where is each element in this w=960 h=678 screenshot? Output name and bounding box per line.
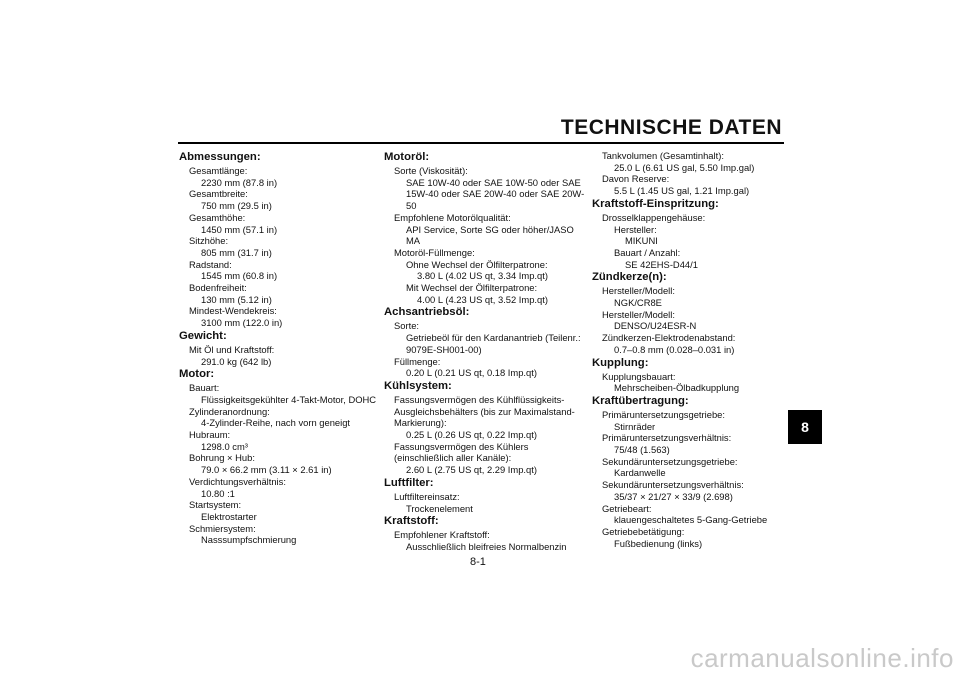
- column-1: [179, 150, 384, 546]
- spec-value: 2230 mm (87.8 in): [201, 176, 278, 188]
- spec-value: Trockenelement: [406, 502, 473, 514]
- spec-value: 75/48 (1.563): [614, 444, 670, 456]
- spec-value: 4-Zylinder-Reihe, nach vorn geneigt: [201, 417, 351, 429]
- spec-label: Gesamthöhe:: [189, 211, 246, 223]
- spec-label: Empfohlene Motorölqualität:: [394, 211, 511, 223]
- spec-value: Mehrscheiben-Ölbadkupplung: [614, 382, 740, 394]
- spec-label: Hersteller/Modell:: [602, 285, 675, 297]
- spec-label: Empfohlener Kraftstoff:: [394, 529, 490, 541]
- spec-value: Fußbedienung (links): [614, 537, 703, 549]
- spec-value: Getriebeöl für den Kardanantrieb (Teilenr.: 9079E-SH001-00): [406, 332, 581, 355]
- spec-label: Bohrung × Hub:: [189, 452, 255, 464]
- spec-value: klauengeschaltetes 5-Gang-Getriebe: [614, 514, 768, 526]
- watermark: carmanualsonline.info: [690, 643, 954, 673]
- spec-label: Kupplungsbauart:: [602, 370, 676, 382]
- spec-label: Fassungsvermögen des Kühlflüssigkeits-Ausgleichsbehälters (bis zur Maximalstand-Markierung):: [394, 393, 575, 429]
- section-heading-clutch: Kupplung:: [592, 356, 649, 369]
- spec-label: Gesamtlänge:: [189, 165, 248, 176]
- page-title: TECHNISCHE DATEN: [560, 116, 782, 139]
- spec-value: 291.0 kg (642 lb): [201, 355, 272, 367]
- spec-label: Sorte (Viskosität):: [394, 165, 468, 176]
- spec-value: DENSO/U24ESR-N: [614, 320, 697, 332]
- spec-label: Drosselklappengehäuse:: [602, 211, 706, 223]
- spec-label: Getriebebetätigung:: [602, 525, 685, 537]
- spec-label: Verdichtungsverhältnis:: [189, 475, 286, 487]
- spec-value: 35/37 × 21/27 × 33/9 (2.698): [614, 490, 733, 502]
- spec-value: 10.80 :1: [201, 487, 235, 499]
- spec-label: Hersteller/Modell:: [602, 308, 675, 320]
- spec-label: Schmiersystem:: [189, 522, 256, 534]
- spec-value: 750 mm (29.5 in): [201, 200, 272, 212]
- section-heading-weight: Gewicht:: [179, 329, 227, 342]
- spec-label: Sitzhöhe:: [189, 235, 229, 247]
- spec-value: 4.00 L (4.23 US qt, 3.52 Imp.qt): [417, 293, 548, 305]
- spec-label: Bauart / Anzahl:: [614, 246, 681, 258]
- spec-value: 3.80 L (4.02 US qt, 3.34 Imp.qt): [417, 270, 548, 282]
- spec-value: 1450 mm (57.1 in): [201, 223, 278, 235]
- spec-value: 0.20 L (0.21 US qt, 0.18 Imp.qt): [406, 367, 537, 379]
- spec-label: Zylinderanordnung:: [189, 405, 270, 417]
- spec-label: Ohne Wechsel der Ölfilterpatrone:: [406, 258, 548, 270]
- spec-label: Bodenfreiheit:: [189, 282, 247, 294]
- spec-value: 3100 mm (122.0 in): [201, 317, 283, 329]
- spec-value: API Service, Sorte SG oder höher/JASO MA: [406, 223, 574, 247]
- spec-label: Mit Öl und Kraftstoff:: [189, 343, 275, 355]
- spec-value: Nasssumpfschmierung: [201, 534, 297, 546]
- spec-value: 5.5 L (1.45 US gal, 1.21 Imp.gal): [614, 185, 750, 197]
- spec-value: 1545 mm (60.8 in): [201, 270, 278, 282]
- spec-value: 79.0 × 66.2 mm (3.11 × 2.61 in): [201, 464, 332, 476]
- spec-value: 0.7–0.8 mm (0.028–0.031 in): [614, 343, 735, 355]
- column-2: [384, 150, 589, 553]
- spec-label: Getriebeart:: [602, 502, 652, 514]
- spec-label: Sekundäruntersetzungsverhältnis:: [602, 479, 744, 491]
- spec-value: Elektrostarter: [201, 510, 257, 522]
- spec-value: Stirnräder: [614, 420, 656, 432]
- spec-label: Motoröl-Füllmenge:: [394, 246, 475, 258]
- chapter-tab: 8: [788, 410, 822, 444]
- spec-label: Primäruntersetzungsverhältnis:: [602, 432, 732, 444]
- section-heading-spark-plugs: Zündkerze(n):: [592, 271, 667, 284]
- spec-label: Mit Wechsel der Ölfilterpatrone:: [406, 282, 538, 294]
- spec-value: 130 mm (5.12 in): [201, 293, 272, 305]
- spec-value: MIKUNI: [625, 235, 658, 247]
- spec-label: Primäruntersetzungsgetriebe:: [602, 408, 725, 420]
- section-heading-dimensions: Abmessungen:: [179, 151, 261, 163]
- spec-value: Ausschließlich bleifreies Normalbenzin: [406, 540, 567, 552]
- spec-value: 805 mm (31.7 in): [201, 246, 272, 258]
- title-rule: [178, 142, 784, 144]
- section-heading-engine: Motor:: [179, 368, 215, 381]
- spec-label: Startsystem:: [189, 499, 242, 511]
- spec-value: SAE 10W-40 oder SAE 10W-50 oder SAE 15W-40 oder SAE 20W-40 oder SAE 20W-50: [406, 176, 585, 212]
- spec-value: Flüssigkeitsgekühlter 4-Takt-Motor, DOHC: [201, 393, 377, 405]
- section-heading-final-gear-oil: Achsantriebsöl:: [384, 306, 470, 319]
- spec-value: NGK/CR8E: [614, 297, 662, 309]
- spec-value: 2.60 L (2.75 US qt, 2.29 Imp.qt): [406, 464, 537, 476]
- section-heading-fuel: Kraftstoff:: [384, 515, 439, 528]
- section-heading-fuel-injection: Kraftstoff-Einspritzung:: [592, 197, 719, 210]
- spec-label: Zündkerzen-Elektrodenabstand:: [602, 332, 736, 344]
- spec-label: Gesamtbreite:: [189, 188, 248, 200]
- spec-value: SE 42EHS-D44/1: [625, 258, 698, 270]
- column-3: [592, 150, 797, 549]
- spec-label: Füllmenge:: [394, 355, 441, 367]
- spec-label: Luftfiltereinsatz:: [394, 490, 460, 502]
- page-number: 8-1: [470, 556, 486, 568]
- section-heading-air-filter: Luftfilter:: [384, 476, 434, 489]
- spec-value: 25.0 L (6.61 US gal, 5.50 Imp.gal): [614, 161, 755, 173]
- spec-label: Radstand:: [189, 258, 232, 270]
- spec-value: 1298.0 cm³: [201, 440, 248, 452]
- spec-value: Kardanwelle: [614, 467, 666, 479]
- section-heading-cooling: Kühlsystem:: [384, 379, 452, 392]
- section-heading-engine-oil: Motoröl:: [384, 151, 430, 163]
- spec-label: Mindest-Wendekreis:: [189, 305, 277, 317]
- section-heading-drivetrain: Kraftübertragung:: [592, 394, 689, 407]
- spec-label: Bauart:: [189, 382, 220, 394]
- spec-label: Davon Reserve:: [602, 173, 670, 185]
- spec-label: Tankvolumen (Gesamtinhalt):: [602, 150, 724, 161]
- spec-label: Hubraum:: [189, 429, 231, 441]
- spec-label: Sekundäruntersetzungsgetriebe:: [602, 455, 738, 467]
- spec-label: Hersteller:: [614, 223, 657, 235]
- spec-label: Sorte:: [394, 320, 420, 332]
- spec-value: 0.25 L (0.26 US qt, 0.22 Imp.qt): [406, 429, 537, 441]
- spec-label: Fassungsvermögen des Kühlers (einschließlich aller Kanäle):: [394, 440, 529, 464]
